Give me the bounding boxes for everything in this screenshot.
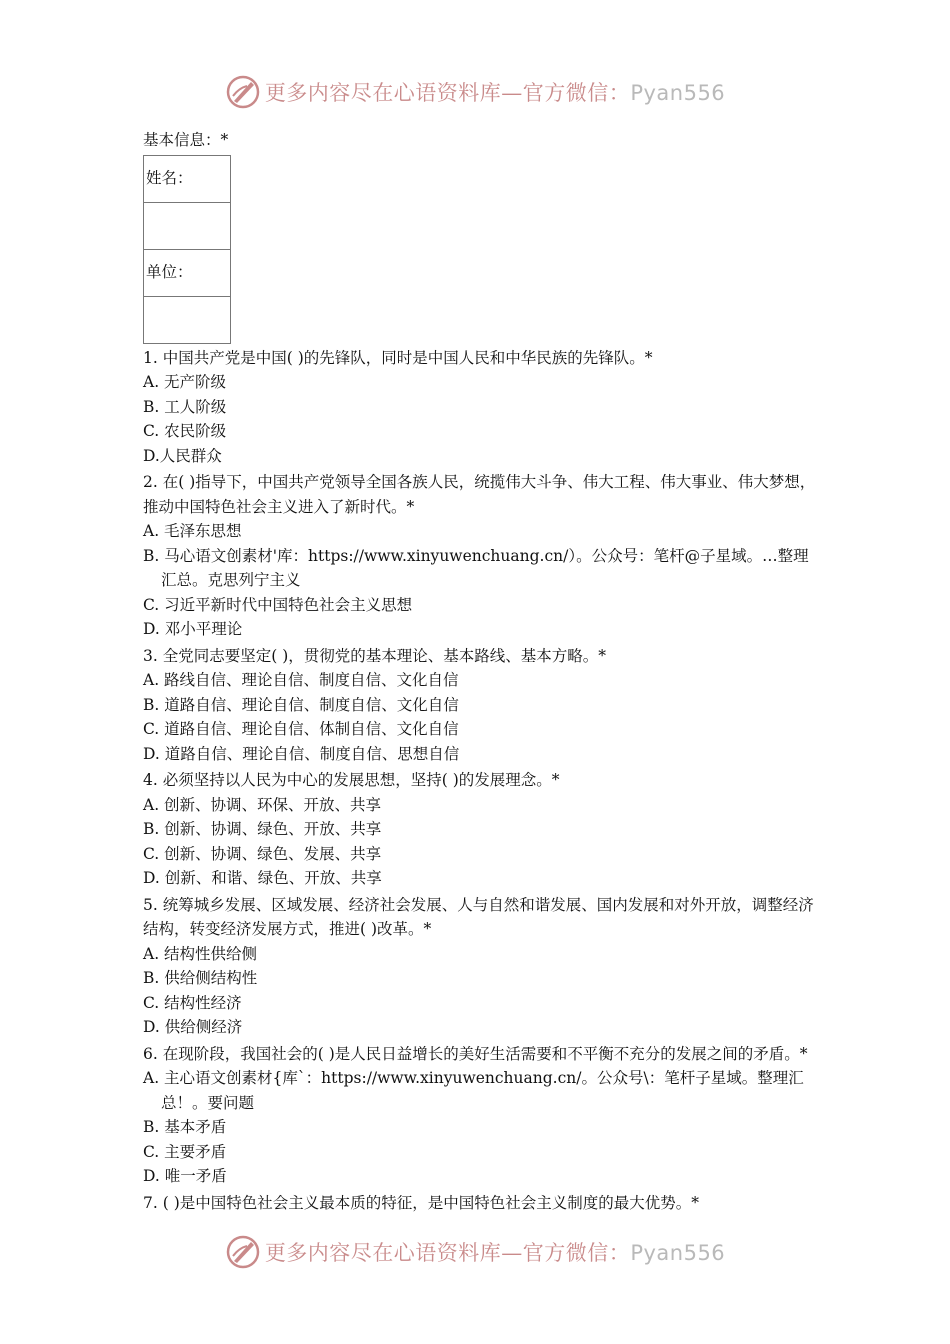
quill-pen-logo-icon [225, 74, 261, 110]
question-6 [143, 1042, 823, 1189]
option-a[interactable]: A. 创新、协调、环保、开放、共享 [143, 795, 382, 814]
option-c[interactable]: C. 主要矛盾 [143, 1142, 227, 1161]
option-b[interactable]: B. 马心语文创素材'库：https://www.xinyuwenchuang.cn/）。公众号：笔杆@子星域。…整理汇总。克思列宁主义 [143, 546, 809, 589]
option-b[interactable]: B. 基本矛盾 [143, 1118, 227, 1136]
option-b[interactable]: B. 创新、协调、绿色、开放、共享 [143, 820, 382, 838]
question-3 [143, 644, 823, 767]
option-d[interactable]: D. 道路自信、理论自信、制度自信、思想自信 [143, 744, 460, 763]
option-c[interactable]: C. 道路自信、理论自信、体制自信、文化自信 [143, 720, 459, 738]
option-c[interactable]: C. 农民阶级 [143, 422, 227, 440]
option-c[interactable]: C. 结构性经济 [143, 993, 242, 1012]
option-c[interactable]: C. 习近平新时代中国特色社会主义思想 [143, 595, 413, 614]
option-a[interactable]: A. 毛泽东思想 [143, 522, 242, 540]
question-4 [143, 768, 823, 891]
option-a[interactable]: A. 路线自信、理论自信、制度自信、文化自信 [143, 671, 459, 689]
option-d[interactable]: D.人民群众 [143, 446, 222, 465]
option-d[interactable]: D. 供给侧经济 [143, 1018, 243, 1036]
name-input-cell[interactable] [144, 202, 231, 249]
banner-text [265, 77, 725, 107]
banner-main-text: 更多内容尽在心语资料库—官方微信： [264, 1241, 631, 1265]
option-d[interactable]: D. 创新、和谐、绿色、开放、共享 [143, 869, 382, 887]
option-b[interactable]: B. 供给侧结构性 [143, 969, 258, 987]
option-a[interactable]: A. 结构性供给侧 [143, 944, 258, 963]
banner-wechat-id: Pyan556 [630, 1241, 726, 1265]
unit-label-cell: 单位： [144, 249, 231, 296]
option-b[interactable]: B. 工人阶级 [143, 397, 227, 416]
footer-watermark-banner [0, 1234, 950, 1270]
question-7 [143, 1191, 823, 1216]
option-a[interactable]: A. 无产阶级 [143, 373, 227, 391]
banner-text [265, 1237, 725, 1267]
banner-wechat-id: Pyan556 [630, 81, 726, 105]
question-stem: 1. 中国共产党是中国( )的先锋队，同时是中国人民和中华民族的先锋队。* [143, 348, 653, 367]
option-d[interactable]: D. 唯一矛盾 [143, 1167, 227, 1185]
option-c[interactable]: C. 创新、协调、绿色、发展、共享 [143, 844, 382, 863]
survey-content [143, 128, 823, 1215]
question-stem: 7. ( )是中国特色社会主义最本质的特征，是中国特色社会主义制度的最大优势。* [143, 1193, 699, 1212]
unit-input-cell[interactable] [144, 296, 231, 343]
basic-info-label: 基本信息：* [143, 131, 229, 149]
header-watermark-banner [0, 74, 950, 110]
question-1 [143, 346, 823, 469]
option-d[interactable]: D. 邓小平理论 [143, 620, 243, 638]
option-a[interactable]: A. 主心语文创素材{库`：https://www.xinyuwenchuang.cn/。公众号\：笔杆子星域。整理汇总！。要问题 [143, 1069, 804, 1112]
question-stem: 6. 在现阶段，我国社会的( )是人民日益增长的美好生活需要和不平衡不充分的发展之间的矛盾。* [143, 1044, 808, 1063]
question-2 [143, 470, 823, 642]
question-stem: 2. 在( )指导下，中国共产党领导全国各族人民，统揽伟大斗争、伟大工程、伟大事业、伟大梦想，推动中国特色社会主义进入了新时代。* [143, 473, 816, 516]
question-stem: 5. 统筹城乡发展、区域发展、经济社会发展、人与自然和谐发展、国内发展和对外开放，调整经济结构，转变经济发展方式，推进( )改革。* [143, 895, 814, 938]
quill-pen-logo-icon [225, 1234, 261, 1270]
question-stem: 3. 全党同志要坚定( )，贯彻党的基本理论、基本路线、基本方略。* [143, 646, 606, 665]
name-label-cell: 姓名： [144, 155, 231, 202]
banner-main-text: 更多内容尽在心语资料库—官方微信： [264, 81, 631, 105]
question-stem: 4. 必须坚持以人民为中心的发展思想，坚持( )的发展理念。* [143, 771, 560, 789]
option-b[interactable]: B. 道路自信、理论自信、制度自信、文化自信 [143, 695, 459, 714]
question-5 [143, 893, 823, 1040]
basic-info-table [143, 155, 231, 344]
